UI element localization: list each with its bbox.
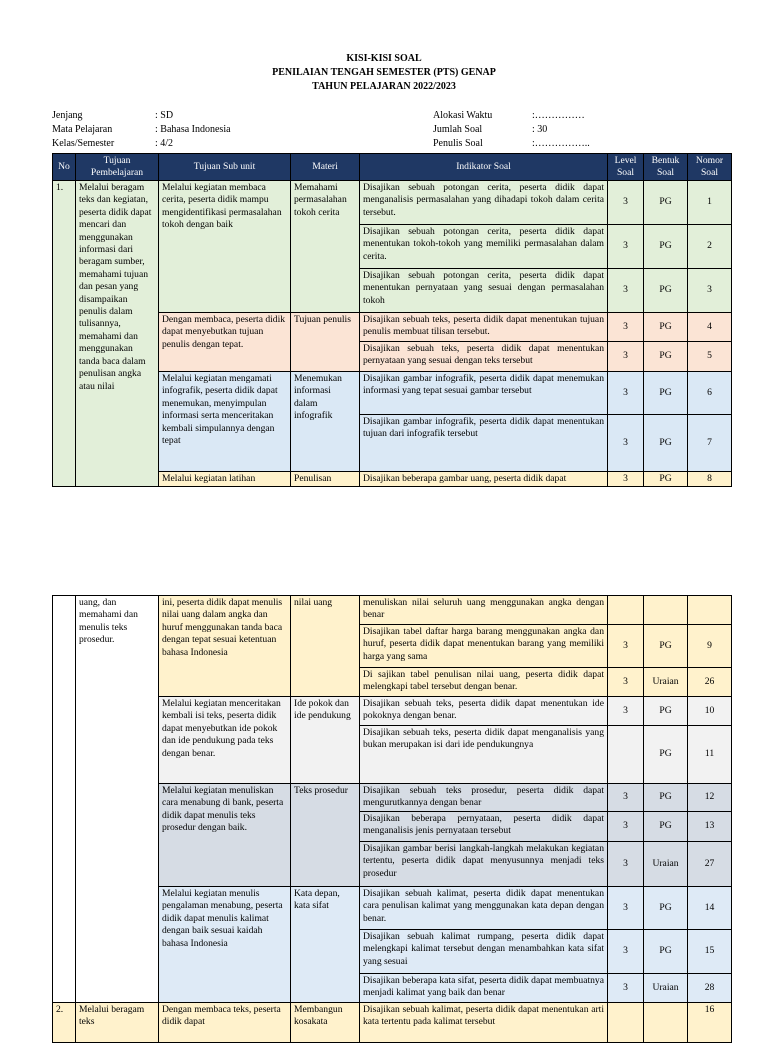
bentuk-soal: PG	[644, 472, 688, 487]
level-soal: 3	[608, 225, 644, 269]
level-soal: 3	[608, 842, 644, 887]
indikator: Disajikan sebuah kalimat, peserta didik dapat menentukan cara penulisan kalimat yang menggunakan kata depan dengan benar.	[360, 887, 608, 930]
doc-subtitle: PENILAIAN TENGAH SEMESTER (PTS) GENAP	[272, 67, 496, 78]
nomor-soal: 3	[688, 269, 732, 313]
indikator: Disajikan gambar infografik, peserta didik dapat menemukan informasi yang tepat sesuai gambar tersebut	[360, 372, 608, 415]
nomor-soal: 14	[688, 887, 732, 930]
table-row	[53, 1003, 732, 1043]
materi: Kata depan, kata sifat	[291, 887, 360, 1003]
indikator: Disajikan sebuah potongan cerita, peserta didik dapat menganalisis permasalahan yang dihadapi tokoh dalam cerita tersebut.	[360, 181, 608, 225]
indikator: Disajikan sebuah teks, peserta didik dapat menentukan tujuan penulis membuat tilisan tersebut.	[360, 313, 608, 342]
table-row	[53, 596, 732, 625]
bentuk-soal: PG	[644, 415, 688, 472]
nomor-soal: 5	[688, 342, 732, 372]
col-header-subunit: Tujuan Sub unit	[159, 154, 291, 181]
indikator: Disajikan sebuah potongan cerita, peserta didik dapat menentukan tokoh-tokoh yang memiliki permasalahan dalam cerita.	[360, 225, 608, 269]
col-header-indikator: Indikator Soal	[360, 154, 608, 181]
col-header-tujuan: Tujuan Pembelajaran	[76, 154, 159, 181]
meta-jenjang-label: Jenjang	[52, 110, 83, 121]
meta-jenjang-value: : SD	[155, 110, 174, 121]
meta-mapel-value: : Bahasa Indonesia	[155, 124, 231, 135]
col-header-materi: Materi	[291, 154, 360, 181]
bentuk-soal	[644, 1003, 688, 1043]
level-soal: 3	[608, 974, 644, 1003]
meta-jumlah-label: Jumlah Soal	[433, 124, 483, 135]
bentuk-soal: PG	[644, 372, 688, 415]
bentuk-soal: PG	[644, 225, 688, 269]
nomor-soal: 7	[688, 415, 732, 472]
row-number: 2.	[53, 1003, 76, 1043]
row-number: 1.	[53, 181, 76, 487]
indikator: Di sajikan tabel penulisan nilai uang, peserta didik dapat melengkapi tabel tersebut dengan benar.	[360, 668, 608, 697]
materi: Teks prosedur	[291, 784, 360, 887]
bentuk-soal: PG	[644, 812, 688, 842]
tujuan-sub-unit: Melalui kegiatan latihan	[159, 472, 291, 487]
row-number	[53, 596, 76, 1003]
meta-mapel-label: Mata Pelajaran	[52, 124, 113, 135]
indikator: Disajikan beberapa gambar uang, peserta didik dapat	[360, 472, 608, 487]
nomor-soal	[688, 596, 732, 625]
level-soal: 3	[608, 784, 644, 812]
bentuk-soal: PG	[644, 784, 688, 812]
tujuan-pembelajaran: uang, dan memahami dan menulis teks prosedur.	[76, 596, 159, 1003]
materi: Penulisan	[291, 472, 360, 487]
nomor-soal: 12	[688, 784, 732, 812]
nomor-soal: 27	[688, 842, 732, 887]
level-soal: 3	[608, 472, 644, 487]
tujuan-sub-unit: Melalui kegiatan menceritakan kembali isi teks, peserta didik dapat menyebutkan ide pokok dan ide pendukung pada teks dengan benar.	[159, 697, 291, 784]
indikator: Disajikan gambar infografik, peserta didik dapat menentukan tujuan dari infografik tersebut	[360, 415, 608, 472]
indikator: Disajikan gambar berisi langkah-langkah melakukan kegiatan tertentu, peserta didik dapat menyusunnya menjadi teks prosedur	[360, 842, 608, 887]
indikator: Disajikan sebuah kalimat rumpang, peserta didik dapat melengkapi kalimat tersebut dengan menambahkan kata sifat yang sesuai	[360, 930, 608, 974]
level-soal: 3	[608, 668, 644, 697]
indikator: Disajikan sebuah kalimat, peserta didik dapat menentukan arti kata tertentu pada kalimat tersebut	[360, 1003, 608, 1043]
tujuan-sub-unit: Melalui kegiatan mengamati infografik, peserta didik dapat menemukan, menyimpulan informasi serta menceritakan kembali simpulannya dengan tepat	[159, 372, 291, 472]
col-header-no: No	[53, 154, 76, 181]
kisi-table-page2-row2	[52, 1002, 732, 1043]
meta-kelas-label: Kelas/Semester	[52, 138, 115, 149]
doc-year: TAHUN PELAJARAN 2022/2023	[312, 81, 456, 92]
tujuan-sub-unit: Dengan membaca teks, peserta didik dapat	[159, 1003, 291, 1043]
tujuan-pembelajaran: Melalui beragam teks	[76, 1003, 159, 1043]
level-soal: 3	[608, 415, 644, 472]
indikator: Disajikan sebuah teks, peserta didik dapat menentukan ide pokoknya dengan benar.	[360, 697, 608, 726]
header-row	[53, 154, 732, 181]
doc-title: KISI-KISI SOAL	[346, 53, 422, 64]
nomor-soal: 15	[688, 930, 732, 974]
tujuan-sub-unit: Melalui kegiatan membaca cerita, peserta didik mampu mengidentifikasi permasalahan tokoh dengan baik	[159, 181, 291, 313]
level-soal: 3	[608, 269, 644, 313]
tujuan-sub-unit: Melalui kegiatan menulis pengalaman menabung, peserta didik dapat menulis kalimat dengan baik sesuai kaidah bahasa Indonesia	[159, 887, 291, 1003]
tujuan-sub-unit: ini, peserta didik dapat menulis nilai uang dalam angka dan huruf menggunakan tanda baca dengan tepat sesuai ketentuan bahasa Indonesia	[159, 596, 291, 697]
level-soal	[608, 596, 644, 625]
indikator: Disajikan tabel daftar harga barang menggunakan angka dan huruf, peserta didik dapat menentukan barang yang memiliki harga yang sama	[360, 625, 608, 668]
level-soal: 3	[608, 930, 644, 974]
nomor-soal: 10	[688, 697, 732, 726]
nomor-soal: 2	[688, 225, 732, 269]
level-soal	[608, 726, 644, 784]
meta-alokasi-value: :……………	[532, 110, 585, 121]
level-soal: 3	[608, 181, 644, 225]
nomor-soal: 9	[688, 625, 732, 668]
kisi-table-page2	[52, 595, 732, 1003]
nomor-soal: 1	[688, 181, 732, 225]
bentuk-soal: PG	[644, 313, 688, 342]
bentuk-soal: PG	[644, 697, 688, 726]
table-row	[53, 181, 732, 225]
col-header-nomor: Nomor Soal	[688, 154, 732, 181]
materi: Ide pokok dan ide pendukung	[291, 697, 360, 784]
materi: Memahami permasalahan tokoh cerita	[291, 181, 360, 313]
bentuk-soal	[644, 596, 688, 625]
meta-penulis-value: :……………..	[532, 138, 590, 149]
level-soal: 3	[608, 313, 644, 342]
bentuk-soal: PG	[644, 342, 688, 372]
materi: Membangun kosakata	[291, 1003, 360, 1043]
bentuk-soal: PG	[644, 625, 688, 668]
level-soal: 3	[608, 372, 644, 415]
nomor-soal: 13	[688, 812, 732, 842]
indikator: Disajikan beberapa kata sifat, peserta didik dapat membuatnya menjadi kalimat yang baik dan benar	[360, 974, 608, 1003]
bentuk-soal: PG	[644, 269, 688, 313]
nomor-soal: 6	[688, 372, 732, 415]
level-soal: 3	[608, 697, 644, 726]
level-soal: 3	[608, 812, 644, 842]
meta-alokasi-label: Alokasi Waktu	[433, 110, 493, 121]
materi: Menemukan informasi dalam infografik	[291, 372, 360, 472]
indikator: Disajikan sebuah teks, peserta didik dapat menentukan pernyataan yang sesuai dengan teks tersebut	[360, 342, 608, 372]
meta-kelas-value: : 4/2	[155, 138, 174, 149]
nomor-soal: 4	[688, 313, 732, 342]
tujuan-sub-unit: Dengan membaca, peserta didik dapat menyebutkan tujuan penulis dengan tepat.	[159, 313, 291, 372]
indikator: Disajikan sebuah potongan cerita, peserta didik dapat menentukan pernyataan yang sesuai dengan permasalahan tokoh	[360, 269, 608, 313]
bentuk-soal: PG	[644, 930, 688, 974]
level-soal	[608, 1003, 644, 1043]
meta-jumlah-value: : 30	[532, 124, 548, 135]
level-soal: 3	[608, 625, 644, 668]
nomor-soal: 11	[688, 726, 732, 784]
tujuan-sub-unit: Melalui kegiatan menuliskan cara menabung di bank, peserta didik dapat menulis teks prosedur dengan baik.	[159, 784, 291, 887]
level-soal: 3	[608, 342, 644, 372]
bentuk-soal: PG	[644, 887, 688, 930]
bentuk-soal: PG	[644, 726, 688, 784]
nomor-soal: 16	[688, 1003, 732, 1043]
bentuk-soal: Uraian	[644, 842, 688, 887]
kisi-table-page1	[52, 153, 732, 487]
col-header-level: Level Soal	[608, 154, 644, 181]
level-soal: 3	[608, 887, 644, 930]
nomor-soal: 26	[688, 668, 732, 697]
indikator: menuliskan nilai seluruh uang menggunakan angka dengan benar	[360, 596, 608, 625]
bentuk-soal: PG	[644, 181, 688, 225]
meta-penulis-label: Penulis Soal	[433, 138, 483, 149]
materi: Tujuan penulis	[291, 313, 360, 372]
nomor-soal: 28	[688, 974, 732, 1003]
bentuk-soal: Uraian	[644, 668, 688, 697]
tujuan-pembelajaran: Melalui beragam teks dan kegiatan, peserta didik dapat mencari dan menggunakan informasi dari beragam sumber, memahami tujuan dan pesan yang disampaikan penulis dalam tulisannya, memahami dan menggunakan tanda baca dalam penulisan angka atau nilai	[76, 181, 159, 487]
col-header-bentuk: Bentuk Soal	[644, 154, 688, 181]
nomor-soal: 8	[688, 472, 732, 487]
indikator: Disajikan sebuah teks, peserta didik dapat menganalisis yang bukan merupakan isi dari ide pendukungnya	[360, 726, 608, 784]
bentuk-soal: Uraian	[644, 974, 688, 1003]
indikator: Disajikan sebuah teks prosedur, peserta didik dapat mengurutkannya dengan benar	[360, 784, 608, 812]
indikator: Disajikan beberapa pernyataan, peserta didik dapat menganalisis jenis pernyataan tersebut	[360, 812, 608, 842]
materi: nilai uang	[291, 596, 360, 697]
